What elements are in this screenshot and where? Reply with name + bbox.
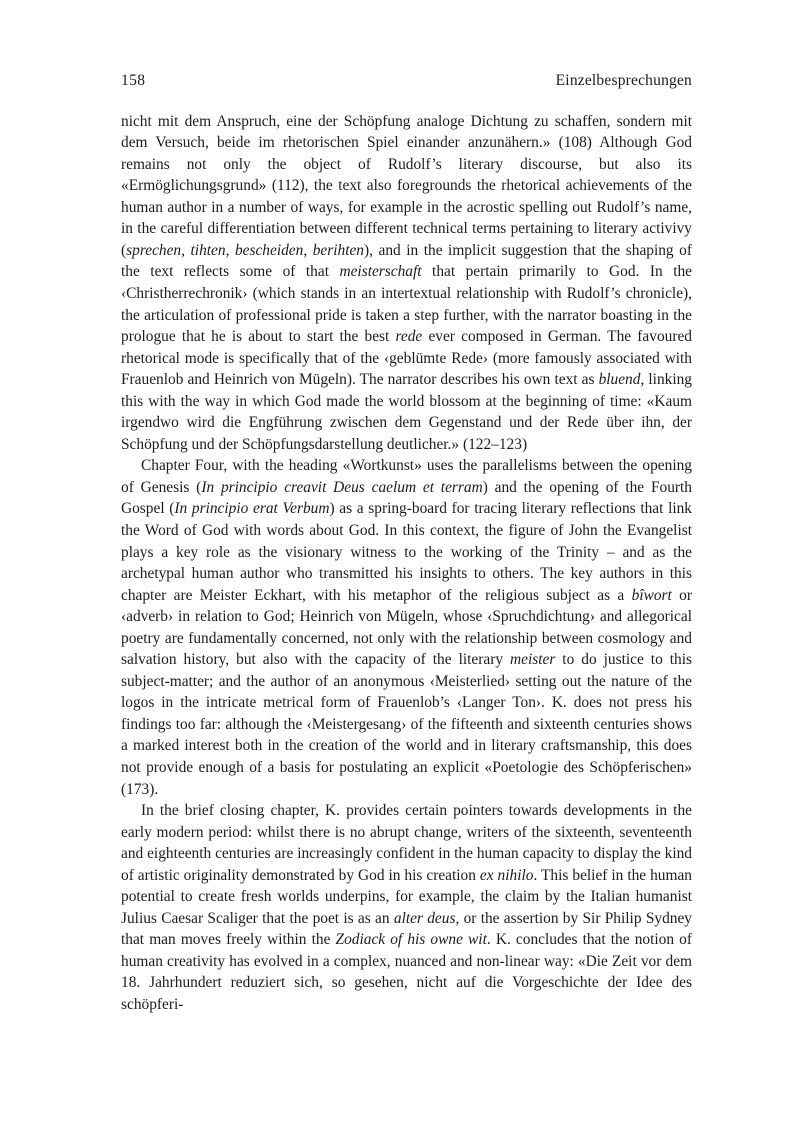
- text-segment: . This belief in the human potential to create fresh worlds underpins, for example, the claim by the Italian humanist Julius Caesar Scaliger that the poet is as an: [121, 866, 692, 927]
- italic-text-segment: berihten: [312, 241, 364, 259]
- text-segment: ), and in the implicit suggestion that the shaping of the text reflects some of that: [121, 241, 692, 281]
- text-segment: , or the assertion by Sir Philip Sydney that man moves freely within the: [121, 909, 692, 949]
- italic-text-segment: meisterschaft: [339, 263, 422, 281]
- running-title: Einzelbesprechungen: [555, 72, 692, 89]
- review-body-text: [121, 111, 692, 1016]
- text-segment: ever composed in German. The favoured rhetorical mode is specifically that of the ‹geblümte Rede› (more famously associated with Frauenlob and Heinrich von Mügeln). The narrator describes his own text as: [121, 328, 692, 389]
- text-segment: or ‹adverb› in relation to God; Heinrich von Mügeln, whose ‹Spruchdichtung› and allegorical poetry are fundamentally concerned, not only with the relationship between cosmology and salvation history, but also with the capacity of the literary: [121, 586, 693, 669]
- italic-text-segment: In principio erat Verbum: [174, 500, 330, 518]
- text-segment: ,: [181, 241, 191, 259]
- italic-text-segment: sprechen: [126, 241, 182, 259]
- paragraph: [121, 800, 692, 1015]
- italic-text-segment: Zodiack of his owne wit: [335, 931, 487, 949]
- page-header: [121, 72, 692, 91]
- paragraph: [121, 111, 692, 456]
- text-segment: , linking this with the way in which God made the world blossom at the beginning of time: «Kaum irgendwo wird die Engführung zwischen dem Gegenstand und der Rede über ihn, der Schöpfung und der Schöpfungsdarstellung deutlicher.» (122–123): [121, 371, 693, 453]
- text-segment: Chapter Four, with the heading «Wortkunst» uses the parallelisms between the opening of Genesis (: [121, 457, 692, 496]
- text-segment: to do justice to this subject-matter; and the author of an anonymous ‹Meisterlied› setting out the nature of the logos in the intricate metrical form of Frauenlob’s ‹Langer Ton›. K. does not press his findings too far: although the ‹Meistergesang› of the fifteenth and sixteenth centuries shows a marked interest both in the creation of the world and in literary craftsmanship, this does not provide enough of a basis for postulating an explicit «Poetologie des Schöpferischen» (173).: [121, 651, 692, 798]
- italic-text-segment: ex nihilo: [479, 866, 534, 884]
- italic-text-segment: bescheiden: [234, 241, 304, 259]
- text-segment: ,: [303, 241, 313, 259]
- text-segment: nicht mit dem Anspruch, eine der Schöpfung analoge Dichtung zu schaffen, sondern mit dem Versuch, beide im rhetorischen Spiel einander anzunähern.» (108) Although God remains not only the object of Rudolf’s literary discourse, but also its «Ermöglichungsgrund» (112), the text also foregrounds the rhetorical achievements of the human author in a number of ways, for example in the acrostic spelling out Rudolf’s name, in the careful differentiation between different technical terms pertaining to literary activivy (: [121, 112, 692, 259]
- italic-text-segment: meister: [510, 651, 556, 669]
- italic-text-segment: tihten: [190, 241, 226, 259]
- text-segment: ) and the opening of the Fourth Gospel (: [121, 478, 692, 518]
- italic-text-segment: rede: [395, 328, 423, 346]
- page-number: 158: [121, 72, 146, 89]
- text-segment: In the brief closing chapter, K. provides certain pointers towards developments in the early modern period: whilst there is no abrupt change, writers of the sixteenth, seventeenth and eighteenth centuries are increasingly confident in the human capacity to display the kind of artistic originality demonstrated by God in his creation: [121, 802, 692, 884]
- italic-text-segment: alter deus: [393, 909, 456, 927]
- paragraph: [121, 455, 692, 800]
- italic-text-segment: In principio creavit Deus caelum et terram: [201, 478, 483, 496]
- text-segment: that pertain primarily to God. In the ‹Christherrechronik› (which stands in an intertextual relationship with Rudolf’s chronicle), the articulation of professional pride is taken a step further, with the narrator boasting in the prologue that he is about to start the best: [121, 263, 692, 346]
- italic-text-segment: bluend: [598, 371, 641, 389]
- text-segment: . K. concludes that the notion of human creativity has evolved in a complex, nuanced and non-linear way: «Die Zeit vor dem 18. Jahrhundert reduziert sich, so gesehen, nicht auf die Vorgeschichte der Idee des schöpferi-: [121, 931, 692, 1014]
- text-segment: ,: [225, 241, 235, 259]
- text-segment: ) as a spring-board for tracing literary reflections that link the Word of God with words about God. In this context, the figure of John the Evangelist plays a key role as the visionary witness to the working of the Trinity – and as the archetypal human author who transmitted his insights to others. The key authors in this chapter are Meister Eckhart, with his metaphor of the religious subject as a: [121, 500, 693, 604]
- italic-text-segment: bîwort: [631, 586, 672, 604]
